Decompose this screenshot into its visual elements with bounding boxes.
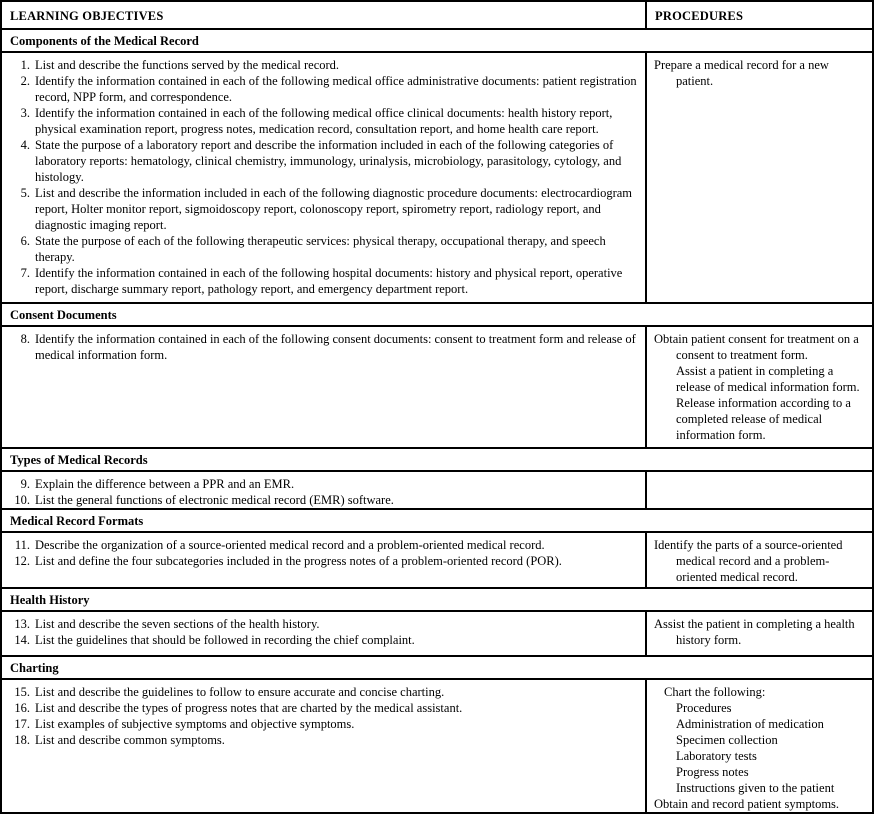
objective-text: List the general functions of electronic medical record (EMR) software. xyxy=(35,493,394,507)
section-title: Components of the Medical Record xyxy=(1,29,873,52)
section-title: Medical Record Formats xyxy=(1,509,873,532)
objective-number: 16. xyxy=(14,701,30,715)
section-content-row xyxy=(1,471,873,509)
procedures-cell xyxy=(646,532,873,588)
objective-item xyxy=(8,632,637,648)
objective-text: List and define the four subcategories included in the progress notes of a problem-oriented record (POR). xyxy=(35,554,562,568)
procedures-cell xyxy=(646,326,873,448)
procedure-line: Identify the parts of a source-oriented medical record and a problem-oriented medical record. xyxy=(654,538,843,584)
procedure-line: Procedures xyxy=(676,701,732,715)
procedure-line: Prepare a medical record for a new patient. xyxy=(654,58,829,88)
objective-item xyxy=(8,185,637,233)
objective-text: List and describe the types of progress notes that are charted by the medical assistant. xyxy=(35,701,463,715)
objective-text: List and describe the seven sections of the health history. xyxy=(35,617,320,631)
objective-text: List examples of subjective symptoms and objective symptoms. xyxy=(35,717,355,731)
objective-number: 14. xyxy=(14,633,30,647)
objective-text: State the purpose of a laboratory report and describe the information included in each of the following categories of laboratory reports: hematology, clinical chemistry, immunology, urinalysis, microbiology, parasitology, cytology, and histology. xyxy=(35,138,622,184)
procedure-line: Release information according to a completed release of medical information form. xyxy=(676,396,851,442)
procedure-line: Instructions given to the patient xyxy=(676,781,835,795)
objective-item xyxy=(8,492,637,508)
objective-text: List and describe common symptoms. xyxy=(35,733,225,747)
procedure-line: Administration of medication xyxy=(676,717,824,731)
objective-number: 4. xyxy=(20,138,30,152)
section-content-row xyxy=(1,611,873,656)
objective-item xyxy=(8,616,637,632)
objective-item xyxy=(8,73,637,105)
procedure-line: Laboratory tests xyxy=(676,749,757,763)
objective-number: 17. xyxy=(14,717,30,731)
objective-text: Identify the information contained in each of the following consent documents: consent to treatment form and release of medical information form. xyxy=(35,332,636,362)
section-header-row xyxy=(1,448,873,471)
objective-text: Explain the difference between a PPR and an EMR. xyxy=(35,477,295,491)
objective-item xyxy=(8,732,637,748)
objective-number: 10. xyxy=(14,493,30,507)
objective-number: 7. xyxy=(20,266,30,280)
objective-number: 13. xyxy=(14,617,30,631)
objective-item xyxy=(8,700,637,716)
objective-item xyxy=(8,105,637,137)
section-content-row xyxy=(1,52,873,303)
objectives-cell xyxy=(1,679,646,813)
section-header-row xyxy=(1,29,873,52)
objective-number: 2. xyxy=(20,74,30,88)
objective-text: Identify the information contained in each of the following medical office clinical documents: health history report, physical examination report, progress notes, medication record, consultation report, and home health care report. xyxy=(35,106,613,136)
section-title: Types of Medical Records xyxy=(1,448,873,471)
objective-item xyxy=(8,331,637,363)
objectives-cell xyxy=(1,52,646,303)
objective-item xyxy=(8,57,637,73)
section-header-row xyxy=(1,303,873,326)
section-header-row xyxy=(1,588,873,611)
table-header-row xyxy=(1,1,873,29)
objective-number: 3. xyxy=(20,106,30,120)
objective-number: 18. xyxy=(14,733,30,747)
objective-number: 6. xyxy=(20,234,30,248)
procedure-line: Assist a patient in completing a release of medical information form. xyxy=(676,364,860,394)
objective-item xyxy=(8,137,637,185)
procedure-line: Obtain and record patient symptoms. xyxy=(654,797,840,811)
objective-number: 8. xyxy=(20,332,30,346)
procedures-header: PROCEDURES xyxy=(646,1,873,29)
objective-item xyxy=(8,553,637,569)
section-content-row xyxy=(1,532,873,588)
objective-item xyxy=(8,233,637,265)
objective-number: 11. xyxy=(14,538,30,552)
objective-item xyxy=(8,537,637,553)
section-content-row xyxy=(1,326,873,448)
procedure-line: Specimen collection xyxy=(676,733,778,747)
procedure-line: Progress notes xyxy=(676,765,749,779)
objective-text: List and describe the guidelines to follow to ensure accurate and concise charting. xyxy=(35,685,445,699)
objective-text: State the purpose of each of the following therapeutic services: physical therapy, occupational therapy, and speech therapy. xyxy=(35,234,606,264)
objective-text: Identify the information contained in each of the following medical office administrative documents: patient registration record, NPP form, and correspondence. xyxy=(35,74,637,104)
objectives-cell xyxy=(1,326,646,448)
procedures-cell xyxy=(646,611,873,656)
objectives-cell xyxy=(1,471,646,509)
objective-text: Describe the organization of a source-oriented medical record and a problem-oriented medical record. xyxy=(35,538,545,552)
objective-number: 12. xyxy=(14,554,30,568)
section-content-row xyxy=(1,679,873,813)
procedure-line: Obtain patient consent for treatment on a consent to treatment form. xyxy=(654,332,859,362)
objective-item xyxy=(8,716,637,732)
procedures-cell xyxy=(646,52,873,303)
objectives-cell xyxy=(1,611,646,656)
procedures-cell xyxy=(646,679,873,813)
objective-item xyxy=(8,476,637,492)
procedure-line: Assist the patient in completing a health history form. xyxy=(654,617,855,647)
section-title: Consent Documents xyxy=(1,303,873,326)
procedures-cell xyxy=(646,471,873,509)
objective-number: 9. xyxy=(20,477,30,491)
objective-text: Identify the information contained in each of the following hospital documents: history and physical report, operative report, discharge summary report, pathology report, and emergency department report. xyxy=(35,266,623,296)
objective-number: 15. xyxy=(14,685,30,699)
objective-text: List and describe the functions served by the medical record. xyxy=(35,58,340,72)
objective-number: 5. xyxy=(20,186,30,200)
section-title: Charting xyxy=(1,656,873,679)
section-title: Health History xyxy=(1,588,873,611)
procedure-line: Chart the following: xyxy=(664,685,766,699)
learning-objectives-header: LEARNING OBJECTIVES xyxy=(1,1,646,29)
section-header-row xyxy=(1,509,873,532)
objective-number: 1. xyxy=(20,58,30,72)
objective-text: List the guidelines that should be followed in recording the chief complaint. xyxy=(35,633,415,647)
objective-item xyxy=(8,684,637,700)
objective-item xyxy=(8,265,637,297)
section-header-row xyxy=(1,656,873,679)
objectives-cell xyxy=(1,532,646,588)
objective-text: List and describe the information included in each of the following diagnostic procedure documents: electrocardiogram report, Holter monitor report, sigmoidoscopy report, colonoscopy report, spirometry report, radiology report, and diagnostic imaging report. xyxy=(35,186,633,232)
